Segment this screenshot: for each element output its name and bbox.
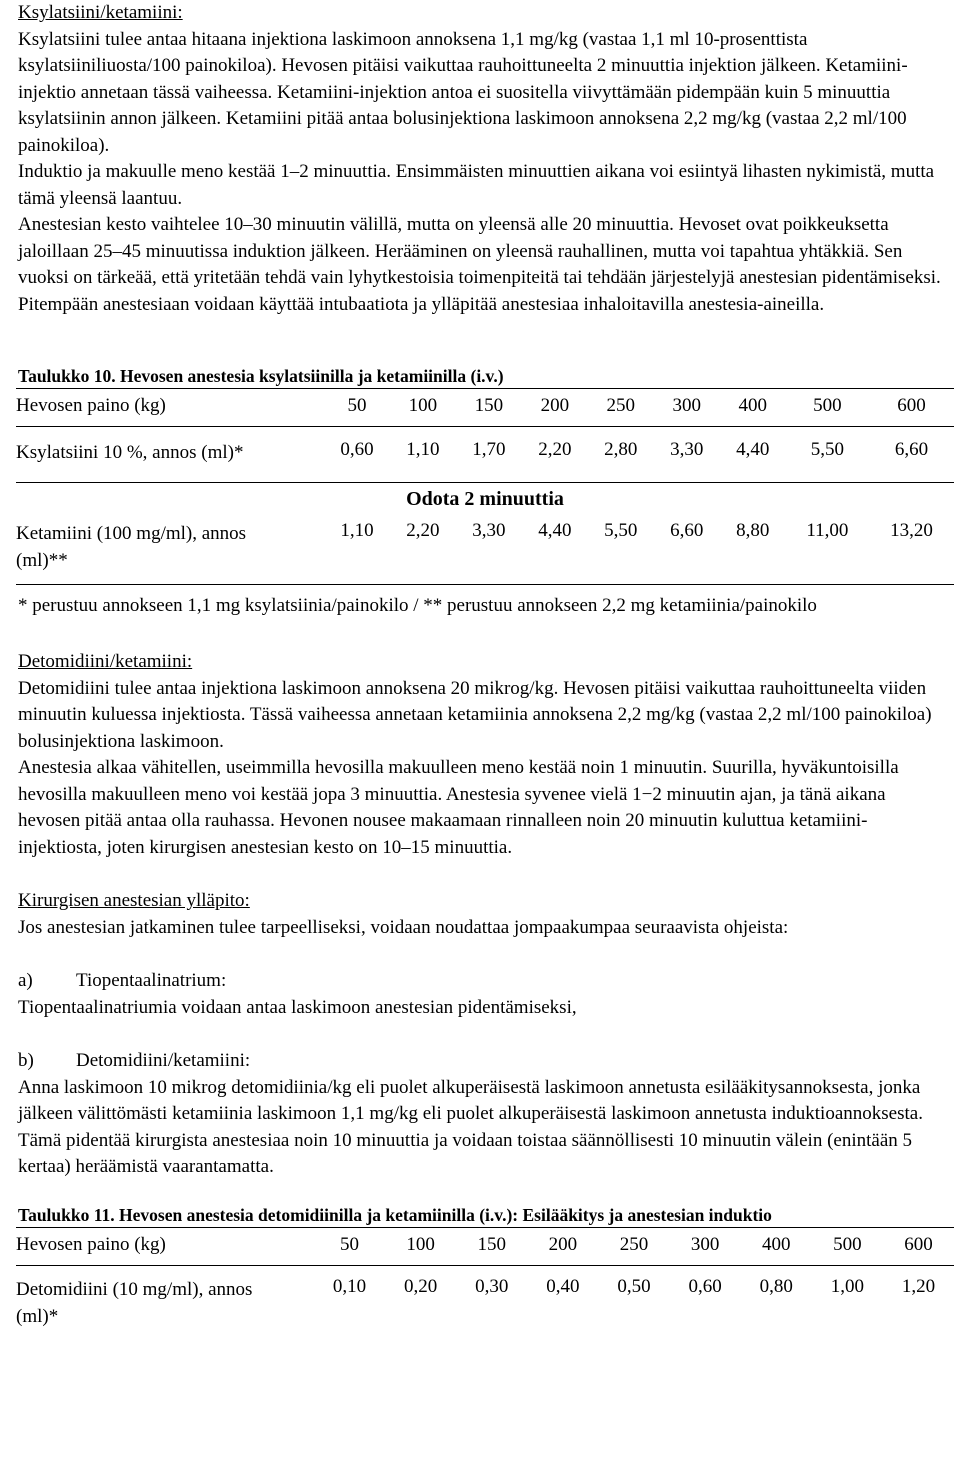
table-cell: 0,50	[617, 1275, 651, 1297]
table-cell: 50	[314, 1227, 385, 1265]
table-cell: 400	[720, 389, 786, 427]
table-divider	[16, 466, 954, 482]
table-cell: 0,30	[475, 1275, 509, 1297]
table-row	[16, 427, 954, 467]
paragraph: Tiopentaalinatriumia voidaan antaa laskimoon anestesian pidentämiseksi,	[18, 996, 577, 1018]
table-cell: 6,60	[654, 511, 720, 585]
paragraph: Detomidiini tulee antaa injektiona laskimoon annoksena 20 mikrog/kg. Hevosen pitäisi vaikuttaa rauhoittuneelta viiden minuutin kuluessa injektiosta. Tässä vaiheessa annetaan ketamiinia annoksena 2,2 mg/kg (vastaa 2,2 ml/100 painokiloa) bolusinjektiona laskimoon.	[18, 677, 932, 752]
table-11	[16, 1227, 954, 1330]
table-cell: 5,50	[810, 439, 844, 460]
table-10	[16, 388, 954, 585]
table-cell: 3,30	[456, 511, 522, 585]
section-maintenance	[18, 888, 948, 1181]
table-cell: 5,50	[588, 511, 654, 585]
wait-note: Odota 2 minuuttia	[406, 487, 564, 510]
table-cell: 300	[654, 389, 720, 427]
table-cell: 11,00	[786, 511, 869, 585]
table-cell: 500	[786, 389, 869, 427]
paragraph: Induktio ja makuulle meno kestää 1–2 minuuttia. Ensimmäisten minuuttien aikana voi esiintyä lihasten nykimistä, mutta tämä yleensä laantuu.	[18, 161, 935, 209]
paragraph: Anestesia alkaa vähitellen, useimmilla hevosilla makuulleen meno kestää noin 1 minuutin. Suurilla, hyväkuntoisilla hevosilla makuulleen meno voi kestää jopa 3 minuuttia. Anestesia syvenee vielä 1−2 minuutin ajan, ja tänä aikana hevosen pitää antaa olla rauhassa. Hevonen nousee makaamaan rinnalleen noin 20 minuutin kuluttua ketamiini-injektiosta, joten kirurgisen anestesian kesto on 10–15 minuuttia.	[18, 757, 899, 858]
table-row	[16, 1265, 954, 1330]
paragraph: Jos anestesian jatkaminen tulee tarpeelliseksi, voidaan noudattaa jompaakumpaa seuraavista ohjeista:	[18, 916, 789, 938]
table-cell: 0,80	[759, 1275, 793, 1297]
section-heading: Detomidiini/ketamiini:	[18, 651, 193, 672]
table-cell: 0,60	[688, 1275, 722, 1297]
table-cell: 600	[883, 1227, 954, 1265]
section-detomidine-ketamine	[18, 649, 948, 861]
table-header-label: Hevosen paino (kg)	[16, 389, 324, 427]
table-cell: 50	[324, 389, 390, 427]
table-cell: 2,20	[390, 511, 456, 585]
paragraph: Ksylatsiini tulee antaa hitaana injektiona laskimoon annoksena 1,1 mg/kg (vastaa 1,1 ml 10-prosenttista ksylatsiiniliuosta/100 painokiloa). Hevosen pitäisi vaikuttaa rauhoittuneelta 2 minuuttia injektion jälkeen. Ketamiini-injektio annetaan tässä vaiheessa. Ketamiini-injektion antoa ei suositella viivyttämään pidempään kuin 5 minuuttia ksylatsiinin annon jälkeen. Ketamiini pitää antaa bolusinjektiona laskimoon annoksena 2,2 mg/kg (vastaa 2,2 ml/100 painokiloa).	[18, 28, 908, 156]
table-cell: 100	[385, 1227, 456, 1265]
list-item-title: Detomidiini/ketamiini:	[76, 1050, 251, 1071]
list-item-title: Tiopentaalinatrium:	[76, 970, 227, 991]
table-row	[16, 511, 954, 585]
table-cell: 0,10	[332, 1275, 367, 1297]
list-item-a-title	[18, 968, 948, 995]
table-cell: 1,70	[472, 439, 506, 460]
table-11-caption: Taulukko 11. Hevosen anestesia detomidiinilla ja ketamiinilla (i.v.): Esilääkitys ja anestesian induktio	[18, 1204, 772, 1225]
section-heading: Kirurgisen anestesian ylläpito:	[18, 890, 250, 911]
table-cell: 1,00	[830, 1275, 864, 1297]
table-cell: 6,60	[894, 439, 929, 460]
table-header-label: Hevosen paino (kg)	[16, 1227, 314, 1265]
document-page	[18, 0, 948, 1330]
section-xylazine-ketamine	[18, 0, 948, 318]
table-cell: 8,80	[720, 511, 786, 585]
table-cell: 1,10	[406, 439, 440, 460]
table-cell: 1,20	[901, 1275, 936, 1297]
table-cell: 200	[522, 389, 588, 427]
table-cell: 300	[670, 1227, 741, 1265]
table-row	[16, 1227, 954, 1265]
table-cell: 3,30	[670, 439, 704, 460]
table-cell: 2,20	[538, 439, 572, 460]
table-cell: 400	[741, 1227, 812, 1265]
table-10-caption: Taulukko 10. Hevosen anestesia ksylatsiinilla ja ketamiinilla (i.v.)	[18, 366, 504, 386]
table-row-label: Detomidiini (10 mg/ml), annos (ml)*	[16, 1278, 253, 1327]
table-row-label: Ksylatsiini 10 %, annos (ml)*	[16, 442, 244, 463]
list-marker: b)	[18, 1050, 34, 1071]
paragraph: Anna laskimoon 10 mikrog detomidiinia/kg eli puolet alkuperäisestä laskimoon annetusta esilääkitysannoksesta, jonka jälkeen välittömästi ketamiinia laskimoon 1,1 mg/kg eli puolet alkuperäisestä laskimoon annetusta induktioannoksesta. Tämä pidentää kirurgista anestesiaa noin 10 minuuttia ja voidaan toistaa säännöllisesti 10 minuutin välein (enintään 5 kertaa) heräämistä vaarantamatta.	[18, 1076, 923, 1177]
table-cell: 4,40	[522, 511, 588, 585]
table-cell: 13,20	[869, 511, 954, 585]
list-item-b-title	[18, 1048, 948, 1075]
table-cell: 200	[527, 1227, 598, 1265]
table-cell: 4,40	[736, 439, 770, 460]
table-cell: 0,40	[546, 1275, 580, 1297]
table-10-footnote: * perustuu annokseen 1,1 mg ksylatsiinia/painokilo / ** perustuu annokseen 2,2 mg ketamiinia/painokilo	[18, 594, 817, 616]
section-heading: Ksylatsiini/ketamiini:	[18, 2, 183, 23]
list-marker: a)	[18, 970, 33, 991]
table-cell: 500	[812, 1227, 883, 1265]
table-row	[16, 482, 954, 511]
table-row	[16, 389, 954, 427]
table-cell: 0,60	[340, 439, 374, 460]
table-cell: 150	[456, 389, 522, 427]
table-cell: 150	[456, 1227, 527, 1265]
table-cell: 600	[869, 389, 954, 427]
table-cell: 0,20	[404, 1275, 438, 1297]
table-cell: 100	[390, 389, 456, 427]
table-cell: 250	[588, 389, 654, 427]
paragraph: Anestesian kesto vaihtelee 10–30 minuutin välillä, mutta on yleensä alle 20 minuuttia. Hevoset ovat poikkeuksetta jaloillaan 25–45 minuutissa induktion jälkeen. Herääminen on yleensä rauhallinen, mutta voi tapahtua yhtäkkiä. Sen vuoksi on tärkeää, että yritetään tehdä vain lyhytkestoisia toimenpiteitä tai tehdään järjestelyjä anestesian pidentämiseksi. Pitempään anestesiaan voidaan käyttää intubaatiota ja ylläpitää anestesiaa inhaloitavilla anestesia-aineilla.	[18, 214, 941, 315]
table-cell: 2,80	[604, 439, 638, 460]
table-cell: 1,10	[324, 511, 390, 585]
table-cell: 250	[598, 1227, 669, 1265]
table-row-label: Ketamiini (100 mg/ml), annos (ml)**	[16, 511, 324, 585]
